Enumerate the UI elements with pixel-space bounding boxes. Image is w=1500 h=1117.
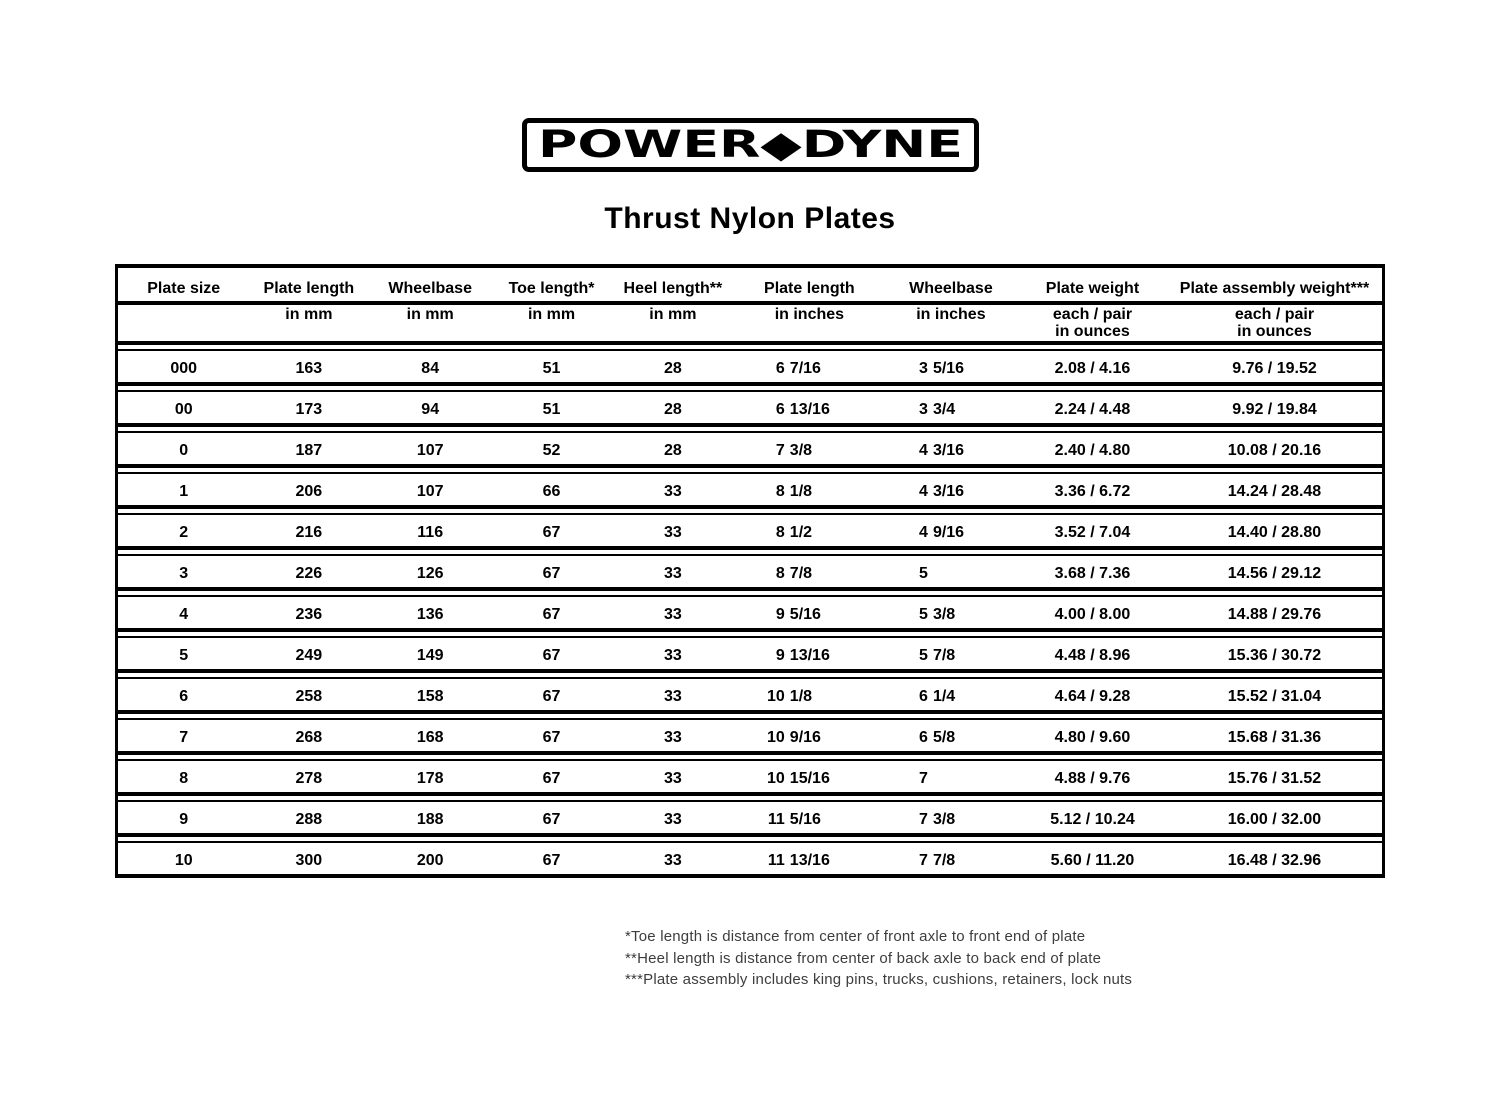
cell-plate-size: 9	[179, 811, 189, 828]
cell-plate-weight: 2.08 / 4.16	[1054, 360, 1131, 377]
cell-assembly-weight: 16.48 / 32.96	[1227, 852, 1322, 869]
cell-wheelbase-mm: 200	[416, 852, 444, 869]
cell-plate-weight: 4.48 / 8.96	[1054, 647, 1131, 664]
cell-toe-length-mm: 51	[542, 360, 561, 377]
cell-plate-weight: 3.68 / 7.36	[1054, 565, 1131, 582]
cell-plate-length-in	[735, 811, 884, 829]
footnote: **Heel length is distance from center of back axle to back end of plate	[625, 949, 1102, 967]
table-row	[118, 390, 1382, 427]
cell-plate-length-mm: 173	[295, 401, 323, 418]
unit-line: in mm	[527, 306, 576, 323]
header-units-row	[118, 305, 1382, 341]
cell-toe-length-mm: 67	[542, 606, 561, 623]
inches-whole: 10	[767, 729, 785, 746]
cell-assembly-weight: 10.08 / 20.16	[1227, 442, 1322, 459]
cell-wheelbase-in	[884, 442, 1018, 460]
inches-whole: 7	[919, 811, 928, 828]
cell-plate-size: 5	[179, 647, 189, 664]
inches-fraction: 5/8	[932, 729, 956, 746]
cell-toe-length-mm: 67	[542, 852, 561, 869]
table-row	[118, 841, 1382, 878]
table-row	[118, 349, 1382, 386]
unit-line: each / pair	[1234, 306, 1315, 323]
cell-wheelbase-in	[884, 524, 1018, 542]
cell-assembly-weight: 9.92 / 19.84	[1232, 401, 1317, 418]
inches-whole: 11	[767, 811, 785, 828]
cell-heel-length-mm: 28	[663, 442, 682, 459]
cell-heel-length-mm: 33	[663, 524, 682, 541]
cell-plate-length-mm: 187	[295, 442, 323, 459]
cell-plate-length-in	[735, 483, 884, 501]
cell-wheelbase-mm: 149	[416, 647, 444, 664]
cell-wheelbase-in	[884, 647, 1018, 665]
cell-wheelbase-mm: 168	[416, 729, 444, 746]
cell-wheelbase-mm: 116	[417, 524, 444, 541]
cell-plate-weight: 3.36 / 6.72	[1054, 483, 1131, 500]
inches-whole: 8	[775, 524, 785, 541]
cell-wheelbase-in	[884, 729, 1018, 747]
inches-whole: 9	[775, 606, 785, 623]
cell-plate-weight: 4.80 / 9.60	[1054, 729, 1131, 746]
inches-whole: 3	[919, 401, 928, 418]
inches-fraction: 7/16	[789, 360, 821, 377]
cell-wheelbase-mm: 188	[416, 811, 444, 828]
col-units-plate-length-mm	[249, 306, 368, 341]
col-units-assembly-weight	[1167, 306, 1382, 341]
unit-line: in mm	[649, 306, 697, 323]
inches-fraction: 1/8	[789, 688, 813, 705]
table-row	[118, 431, 1382, 468]
inches-whole: 6	[775, 360, 785, 377]
col-header-wheelbase-in: Wheelbase	[909, 280, 993, 297]
table-row	[118, 595, 1382, 632]
inches-whole: 4	[919, 442, 928, 459]
inches-whole: 9	[775, 647, 785, 664]
cell-wheelbase-in	[884, 688, 1018, 706]
col-header-plate-size: Plate size	[147, 280, 221, 297]
unit-line: in inches	[774, 306, 845, 323]
inches-whole: 10	[767, 688, 785, 705]
inches-fraction: 7/8	[789, 565, 813, 582]
inches-fraction: 13/16	[789, 401, 830, 418]
inches-fraction: 3/8	[932, 811, 956, 828]
table-row	[118, 759, 1382, 796]
cell-plate-weight: 4.64 / 9.28	[1054, 688, 1131, 705]
plate-table-body	[118, 349, 1382, 878]
col-header-plate-length-in: Plate length	[764, 280, 855, 297]
cell-plate-length-mm: 288	[295, 811, 323, 828]
cell-toe-length-mm: 67	[542, 647, 561, 664]
table-header	[118, 264, 1382, 345]
cell-assembly-weight: 14.40 / 28.80	[1227, 524, 1322, 541]
cell-assembly-weight: 15.52 / 31.04	[1227, 688, 1322, 705]
cell-wheelbase-in	[884, 401, 1018, 419]
cell-plate-length-in	[735, 852, 884, 870]
cell-plate-size: 3	[179, 565, 189, 582]
table-row	[118, 554, 1382, 591]
cell-wheelbase-mm: 158	[416, 688, 444, 705]
cell-assembly-weight: 15.36 / 30.72	[1227, 647, 1322, 664]
col-units-plate-length-in	[735, 306, 884, 341]
cell-toe-length-mm: 66	[542, 483, 561, 500]
col-header-plate-weight: Plate weight	[1045, 280, 1140, 297]
cell-plate-size: 4	[179, 606, 189, 623]
cell-wheelbase-mm: 84	[421, 360, 440, 377]
inches-whole: 4	[919, 483, 928, 500]
cell-plate-length-in	[735, 401, 884, 419]
cell-heel-length-mm: 33	[663, 811, 682, 828]
cell-wheelbase-mm: 94	[421, 401, 440, 418]
logo-graphic	[533, 124, 968, 166]
cell-assembly-weight: 15.68 / 31.36	[1227, 729, 1322, 746]
cell-plate-length-in	[735, 688, 884, 706]
col-units-toe-length	[492, 306, 611, 341]
cell-wheelbase-in	[884, 360, 1018, 378]
cell-plate-length-in	[735, 442, 884, 460]
inches-fraction: 5/16	[932, 360, 965, 377]
cell-plate-length-mm: 216	[295, 524, 323, 541]
cell-plate-length-mm: 268	[295, 729, 323, 746]
cell-wheelbase-in	[884, 606, 1018, 624]
cell-plate-length-in	[735, 729, 884, 747]
footnote: ***Plate assembly includes king pins, trucks, cushions, retainers, lock nuts	[625, 971, 1133, 988]
inches-whole: 10	[767, 770, 785, 787]
footnote: *Toe length is distance from center of front axle to front end of plate	[625, 928, 1086, 945]
inches-fraction: 1/8	[789, 483, 813, 500]
inches-whole: 3	[919, 360, 928, 377]
powerdyne-logo	[522, 118, 979, 172]
unit-line: in inches	[916, 306, 986, 323]
cell-toe-length-mm: 51	[542, 401, 561, 418]
cell-plate-weight: 4.88 / 9.76	[1054, 770, 1131, 787]
cell-wheelbase-in	[884, 565, 1018, 583]
cell-heel-length-mm: 33	[663, 606, 682, 623]
inches-whole: 5	[919, 647, 928, 664]
cell-plate-length-mm: 163	[295, 360, 323, 377]
cell-plate-size: 6	[179, 688, 189, 705]
col-units-wheelbase-in	[884, 306, 1018, 341]
cell-toe-length-mm: 67	[542, 770, 561, 787]
cell-plate-length-in	[735, 565, 884, 583]
cell-plate-length-in	[735, 360, 884, 378]
unit-line: in ounces	[1055, 323, 1130, 340]
col-header-plate-length-mm: Plate length	[263, 280, 355, 297]
table-row	[118, 677, 1382, 714]
inches-fraction: 13/16	[789, 852, 830, 869]
cell-assembly-weight: 9.76 / 19.52	[1232, 360, 1317, 377]
inches-fraction: 7/8	[932, 647, 956, 664]
cell-plate-size: 000	[170, 360, 198, 377]
table-row	[118, 472, 1382, 509]
inches-fraction: 5/16	[789, 606, 821, 623]
cell-plate-size: 00	[174, 401, 193, 418]
inches-whole: 5	[919, 606, 928, 623]
cell-plate-size: 0	[179, 442, 189, 459]
inches-whole: 11	[767, 852, 785, 869]
cell-plate-length-mm: 226	[295, 565, 323, 582]
cell-wheelbase-in	[884, 770, 1018, 788]
table-row	[118, 513, 1382, 550]
cell-heel-length-mm: 33	[663, 565, 682, 582]
inches-whole: 4	[919, 524, 928, 541]
footnotes-block	[625, 926, 1500, 991]
inches-fraction: 7/8	[932, 852, 956, 869]
col-units-heel-length	[611, 306, 735, 341]
inches-fraction: 13/16	[789, 647, 830, 664]
header-label-row	[118, 268, 1382, 305]
cell-heel-length-mm: 33	[663, 647, 682, 664]
inches-whole: 8	[775, 565, 785, 582]
unit-line: in ounces	[1237, 323, 1312, 340]
inches-fraction: 3/16	[932, 442, 965, 459]
cell-plate-length-mm: 278	[295, 770, 323, 787]
table-row	[118, 636, 1382, 673]
cell-heel-length-mm: 28	[663, 401, 682, 418]
cell-heel-length-mm: 33	[663, 729, 682, 746]
cell-plate-weight: 2.24 / 4.48	[1054, 401, 1131, 418]
inches-whole: 6	[919, 729, 928, 746]
cell-plate-weight: 5.60 / 11.20	[1050, 852, 1135, 869]
col-header-toe-length: Toe length*	[508, 280, 595, 297]
inches-fraction: 1/4	[932, 688, 956, 705]
cell-plate-weight: 5.12 / 10.24	[1050, 811, 1135, 828]
inches-whole: 7	[919, 770, 928, 787]
page-title: Thrust Nylon Plates	[604, 202, 896, 235]
cell-plate-size: 10	[174, 852, 193, 869]
inches-whole: 8	[775, 483, 785, 500]
cell-plate-length-in	[735, 770, 884, 788]
cell-plate-length-mm: 249	[295, 647, 323, 664]
cell-plate-weight: 2.40 / 4.80	[1054, 442, 1131, 459]
col-header-heel-length: Heel length**	[623, 280, 723, 297]
cell-wheelbase-mm: 126	[416, 565, 444, 582]
unit-line: in mm	[285, 306, 333, 323]
cell-plate-length-mm: 300	[295, 852, 323, 869]
col-units-plate-size	[118, 306, 249, 341]
cell-toe-length-mm: 67	[542, 524, 561, 541]
cell-plate-length-mm: 206	[295, 483, 323, 500]
cell-wheelbase-mm: 107	[416, 442, 444, 459]
cell-plate-size: 7	[179, 729, 189, 746]
logo-text: POWER◆DYNE	[537, 124, 963, 166]
cell-plate-length-mm: 258	[295, 688, 323, 705]
col-units-wheelbase-mm	[368, 306, 492, 341]
inches-fraction: 3/4	[932, 401, 956, 418]
cell-plate-size: 8	[179, 770, 189, 787]
col-header-assembly-weight: Plate assembly weight***	[1179, 280, 1370, 297]
cell-assembly-weight: 15.76 / 31.52	[1227, 770, 1322, 787]
cell-assembly-weight: 16.00 / 32.00	[1227, 811, 1322, 828]
inches-fraction: 5/16	[789, 811, 821, 828]
inches-whole: 6	[919, 688, 928, 705]
inches-fraction: 3/16	[932, 483, 965, 500]
col-units-plate-weight	[1018, 306, 1167, 341]
inches-whole: 5	[919, 565, 928, 582]
plate-spec-table	[115, 264, 1385, 878]
inches-fraction: 3/8	[789, 442, 813, 459]
table-row	[118, 718, 1382, 755]
cell-heel-length-mm: 33	[663, 688, 682, 705]
inches-whole: 7	[919, 852, 928, 869]
cell-wheelbase-mm: 136	[416, 606, 444, 623]
cell-assembly-weight: 14.24 / 28.48	[1227, 483, 1322, 500]
unit-line: each / pair	[1052, 306, 1133, 323]
cell-plate-size: 1	[179, 483, 189, 500]
cell-wheelbase-in	[884, 852, 1018, 870]
table-row	[118, 800, 1382, 837]
cell-heel-length-mm: 33	[663, 770, 682, 787]
unit-line: in mm	[406, 306, 454, 323]
cell-heel-length-mm: 33	[663, 852, 682, 869]
cell-wheelbase-mm: 178	[416, 770, 444, 787]
cell-plate-length-in	[735, 606, 884, 624]
inches-fraction: 15/16	[789, 770, 830, 787]
cell-heel-length-mm: 33	[663, 483, 682, 500]
cell-plate-weight: 3.52 / 7.04	[1054, 524, 1131, 541]
cell-toe-length-mm: 67	[542, 729, 561, 746]
cell-toe-length-mm: 67	[542, 565, 561, 582]
inches-fraction: 9/16	[932, 524, 965, 541]
cell-toe-length-mm: 52	[542, 442, 561, 459]
cell-wheelbase-mm: 107	[416, 483, 444, 500]
cell-plate-size: 2	[179, 524, 189, 541]
cell-toe-length-mm: 67	[542, 811, 561, 828]
cell-assembly-weight: 14.56 / 29.12	[1227, 565, 1322, 582]
cell-plate-weight: 4.00 / 8.00	[1054, 606, 1131, 623]
cell-plate-length-mm: 236	[295, 606, 323, 623]
inches-fraction: 9/16	[789, 729, 821, 746]
cell-plate-length-in	[735, 524, 884, 542]
cell-assembly-weight: 14.88 / 29.76	[1227, 606, 1322, 623]
cell-wheelbase-in	[884, 811, 1018, 829]
inches-fraction: 3/8	[932, 606, 956, 623]
inches-whole: 7	[775, 442, 785, 459]
inches-fraction: 1/2	[789, 524, 813, 541]
cell-heel-length-mm: 28	[663, 360, 682, 377]
inches-whole: 6	[775, 401, 785, 418]
col-header-wheelbase-mm: Wheelbase	[388, 280, 472, 297]
cell-toe-length-mm: 67	[542, 688, 561, 705]
cell-wheelbase-in	[884, 483, 1018, 501]
cell-plate-length-in	[735, 647, 884, 665]
